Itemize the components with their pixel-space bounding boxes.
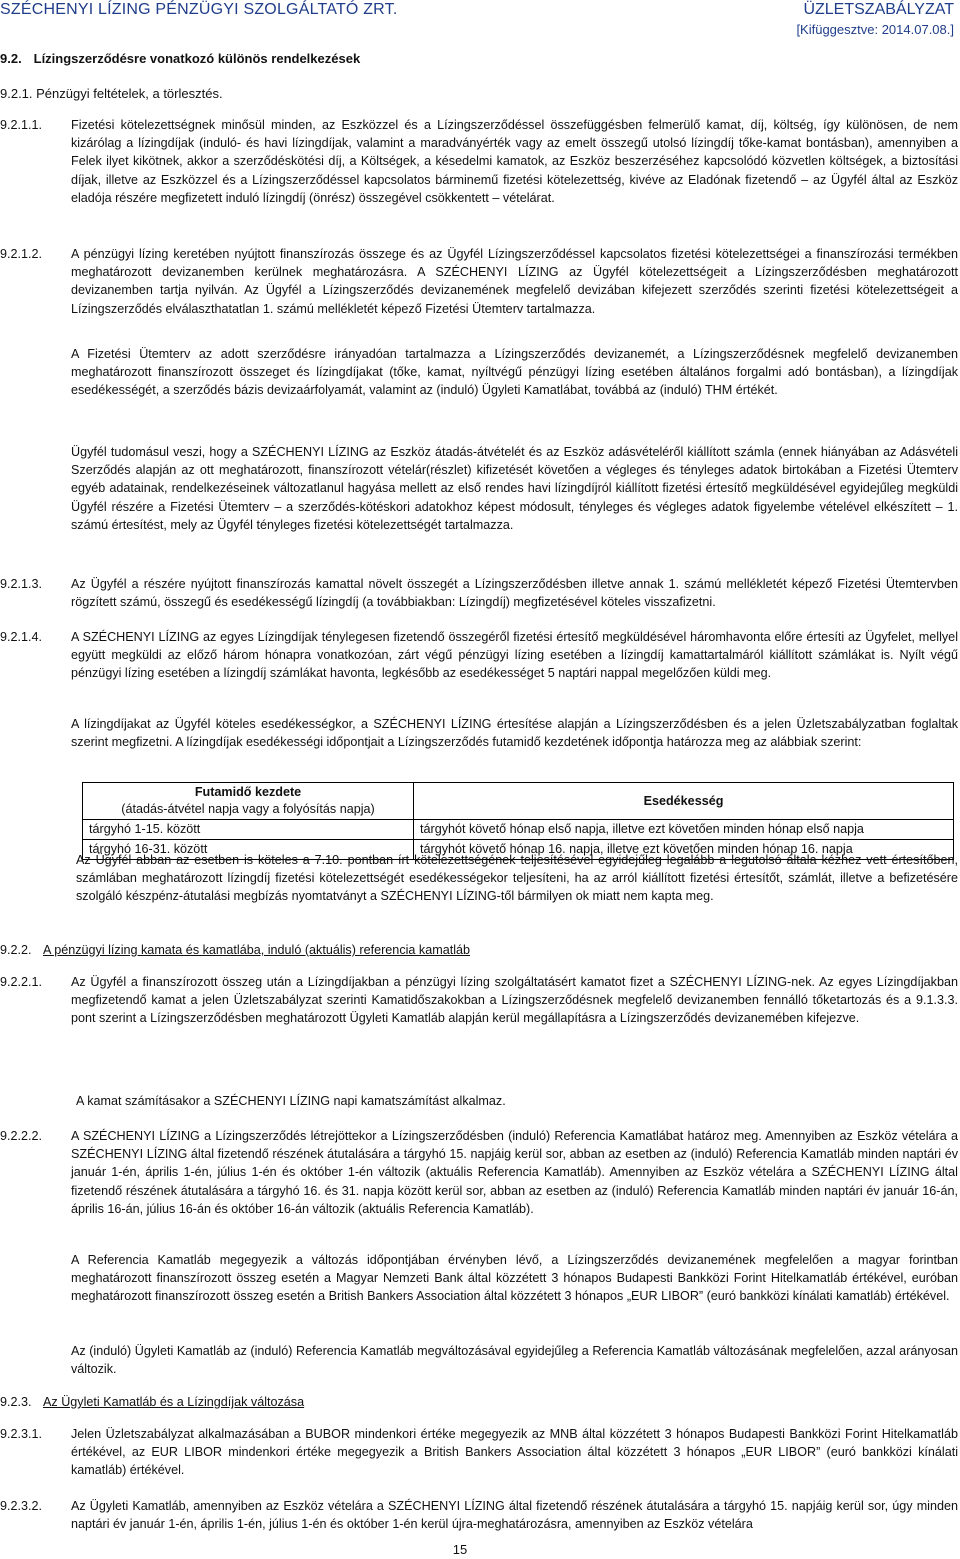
clause-paragraph: A Referencia Kamatláb megegyezik a változás időpontjában érvényben lévő, a Lízingszerződés devizanemének megfelelően a magyar forintban meghatározott finanszírozott összeg esetén a Magyar Nemzeti Bank által közzétett 3 hónapos Budapesti Bankközi Forint Hitelkamatláb értékével, euróban meghatározott finanszírozott összeg esetén a British Bankers Association által közzétett 3 hónapos „EUR LIBOR” (euró bankközi kínálati kamatláb) értékével. <box>71 1253 958 1304</box>
page-number: 15 <box>452 1542 468 1557</box>
clause-number: 9.2.1.1. <box>0 118 43 132</box>
clause-9-2-1-4 <box>0 628 958 683</box>
table-header-cell: Esedékesség <box>414 783 954 820</box>
table-header-row <box>83 783 954 820</box>
clause-number: 9.2.2.1. <box>0 975 43 989</box>
section-heading-9-2-3 <box>0 1393 930 1411</box>
clause-9-2-3-2 <box>0 1497 958 1533</box>
section-heading-9-2-2 <box>0 941 930 959</box>
clause-paragraph: Az (induló) Ügyleti Kamatláb az (induló) Referencia Kamatláb megváltozásával egyidejűleg a Referencia Kamatláb változásának megfelelően, azzal arányosan változik. <box>71 1344 958 1377</box>
clause-9-2-2-1 <box>0 973 958 1028</box>
table-cell: tárgyhó 1-15. között <box>83 820 414 840</box>
clause-text: A SZÉCHENYI LÍZING az egyes Lízingdíjak ténylegesen fizetendő összegéről fizetési értesítő megküldésével háromhavonta előre értesíti az Ügyfelet, mellyel együtt megküldi az előző három hónapra vonatkozóan, zárt végű pénzügyi lízing esetében a lízingdíj kamattartalmáról kiállított számlákat is. Nyílt végű pénzügyi lízing esetében a lízingdíj számlákat havonta, legkésőbb az esedékességet 5 naptári nappal megelőzően küldi meg. <box>71 630 958 681</box>
table-cell: tárgyhó 16-31. között <box>83 840 414 860</box>
clause-9-2-2-2 <box>0 1127 958 1218</box>
clause-text: A pénzügyi lízing keretében nyújtott finanszírozás összege és az Ügyfél Lízingszerződéssel kapcsolatos fizetési kötelezettségei a finanszírozási termékben meghatározott devizanemben kerülnek meghatározásra. A SZÉCHENYI LÍZING az Ügyfél kötelezettségeit a Lízingszerződésben meghatározott devizanemben tartja nyilván. Az Ügyfél a Lízingszerződés devizanemének megfelelő devizában kifejezett szerződés szerinti fizetési kötelezettségeit a Lízingszerződés elválaszthatatlan 1. számú mellékletét képező Fizetési Ütemterv tartalmazza. <box>71 247 958 316</box>
clause-number: 9.2.1.3. <box>0 577 43 591</box>
clause-9-2-1-2 <box>0 245 958 318</box>
clause-9-2-1-1 <box>0 116 958 207</box>
payment-schedule-table <box>82 782 954 860</box>
clause-paragraph: A lízingdíjakat az Ügyfél köteles esedékességkor, a SZÉCHENYI LÍZING értesítése alapján a Lízingszerződésben és a jelen Üzletszabályzatban foglaltak szerint megfizetni. A lízingdíjak esedékességi időpontjait a Lízingszerződés futamidő kezdetének időpontja határozza meg az alábbiak szerint: <box>71 717 958 750</box>
clause-number: 9.2.3.1. <box>0 1427 43 1441</box>
document-header-date: [Kifüggesztve: 2014.07.08.] <box>796 22 954 37</box>
clause-number: 9.2.1.4. <box>0 630 43 644</box>
clause-paragraph: A kamat számításakor a SZÉCHENYI LÍZING napi kamatszámítást alkalmaz. <box>76 1094 506 1108</box>
table-header-cell <box>83 783 414 820</box>
clause-9-2-1-3 <box>0 575 958 611</box>
clause-number: 9.2.3.2. <box>0 1499 43 1513</box>
table-header-label: Futamidő kezdete <box>194 785 302 799</box>
clause-number: 9.2.2.2. <box>0 1129 43 1143</box>
clause-9-2-3-1 <box>0 1425 958 1480</box>
subsection-heading: 9.2.1. Pénzügyi feltételek, a törlesztés. <box>0 86 223 101</box>
clause-text: A SZÉCHENYI LÍZING a Lízingszerződés létrejöttekor a Lízingszerződésben (induló) Referencia Kamatlábat határoz meg. Amennyiben az Eszköz vételára a SZÉCHENYI LÍZING által fizetendő részének átutalására a tárgyhó 15. napjáig kerül sor, abban az esetben az (induló) Referencia Kamatláb minden naptári év január 1-én, április 1-én, július 1-én és október 1-én változik (aktuális Referencia Kamatláb). Amennyiben az Eszköz vételára a SZÉCHENYI LÍZING által fizetendő részének átutalására a tárgyhó 16. és 31. napja között kerül sor, abban az esetben az (induló) Referencia Kamatláb minden naptári év január 16-án, április 16-án, július 16-án és október 16-án változik (aktuális Referencia Kamatláb). <box>71 1129 958 1216</box>
clause-text: Fizetési kötelezettségnek minősül minden, az Eszközzel és a Lízingszerződéssel összefüggésben felmerülő kamat, díj, költség, így különösen, de nem kizárólag a lízingdíjak (induló- és havi lízingdíjak, valamint a maradványérték vagy az emelt összegű utolsó lízingdíj tőke-kamat bontásban), amennyiben a Felek ilyet kikötnek, akkor a szerződéskötési díj, a Költségek, a késedelmi kamatok, az Eszköz beszerzéséhez kapcsolódó közvetlen költségek, a biztosítási díjak, illetve az Eszközzel és a Lízingszerződéssel kapcsolatos bárminemű fizetési kötelezettség, kivéve az Eladónak fizetendő – az Ügyfél által az Eszköz eladója részére megfizetett induló lízingdíj (önrész) összegével csökkentett – vételárat. <box>71 118 958 205</box>
clause-text: Jelen Üzletszabályzat alkalmazásában a BUBOR mindenkori értéke megegyezik az MNB által közzétett 3 hónapos Budapesti Bankközi Forint Hitelkamatláb értékével, az EUR LIBOR mindenkori értéke megegyezik a British Bankers Association által közzétett 3 hónapos „EUR LIBOR” (euró bankközi kínálati kamatláb) értékével. <box>71 1427 958 1478</box>
section-title: Az Ügyleti Kamatláb és a Lízingdíjak változása <box>43 1395 305 1409</box>
clause-text: Az Ügyfél a finanszírozott összeg után a Lízingdíjakban a pénzügyi lízing szolgáltatásért kamatot fizet a SZÉCHENYI LÍZING-nek. Az egyes Lízingdíjakban megfizetendő kamat a jelen Üzletszabályzat szerinti Kamatidőszakokban a Lízingszerződésnek megfelelő devizanemben fennálló tőketartozás és a 9.1.3.3. pont szerint a Lízingszerződésben meghatározott Ügyleti Kamatláb alapján kerül megállapításra a Lízingszerződés devizanemében kifejezve. <box>71 975 958 1026</box>
clause-paragraph: Az Ügyfél abban az esetben is köteles a 7.10. pontban írt kötelezettségének teljesítésével egyidejűleg legalább a legutolsó általa kézhez vett értesítőben, számlában meghatározott lízingdíj fizetési kötelezettségét esedékességekor teljesíteni, ha az arról kiállított fizetési értesítőt, számlát, illetve a befizetésére szolgáló készpénz-átutalási megbízás nyomtatványt a SZÉCHENYI LÍZING-től bármilyen ok miatt nem kapta meg. <box>76 853 958 904</box>
section-number: 9.2. <box>0 51 22 66</box>
section-number: 9.2.3. <box>0 1395 32 1409</box>
section-heading <box>0 51 360 66</box>
clause-paragraph: Ügyfél tudomásul veszi, hogy a SZÉCHENYI LÍZING az Eszköz átadás-átvételét és az Eszköz adásvételéről kiállított számla (ennek hiányában az Adásvételi Szerződés alapján az ott meghatározott, finanszírozott vételár(részlet) kifizetését követően a végleges és tényleges adatok birtokában a Fizetési Ütemterv egyéb adatainak, rendelkezéseinek változatlanul hagyása mellett az első rendes havi lízingdíjról kiállított fizetési értesítő megküldésével egyidejűleg megküldi Ügyfél részére a Fizetési Ütemterv – a szerződés-kötéskori adatokhoz képest módosult, tényleges és végleges adatok figyelembe vételével elkészített – 1. számú értesítést, mely az Ügyfél tényleges fizetési kötelezettségét tartalmazza. <box>71 445 958 532</box>
table-row <box>83 820 954 840</box>
document-header-title: ÜZLETSZABÁLYZAT <box>803 1 954 18</box>
section-title: A pénzügyi lízing kamata és kamatlába, induló (aktuális) referencia kamatláb <box>43 943 471 957</box>
section-number: 9.2.2. <box>0 943 32 957</box>
table-header-sublabel: (átadás-átvétel napja vagy a folyósítás napja) <box>121 802 375 816</box>
document-header-company: SZÉCHENYI LÍZING PÉNZÜGYI SZOLGÁLTATÓ ZRT. <box>0 1 398 18</box>
clause-number: 9.2.1.2. <box>0 247 43 261</box>
clause-text: Az Ügyfél a részére nyújtott finanszírozás kamattal növelt összegét a Lízingszerződésben illetve annak 1. számú mellékletét képező Fizetési Ütemtervben rögzített számú, összegű és esedékességű lízingdíj (a továbbiakban: Lízingdíj) megfizetésével köteles visszafizetni. <box>71 577 958 610</box>
table-cell: tárgyhót követő hónap első napja, illetve ezt követően minden hónap első napja <box>414 820 954 840</box>
section-title: Lízingszerződésre vonatkozó különös rendelkezések <box>33 51 361 66</box>
table-cell: tárgyhót követő hónap 16. napja, illetve ezt követően minden hónap 16. napja <box>414 840 954 860</box>
clause-paragraph: A Fizetési Ütemterv az adott szerződésre irányadóan tartalmazza a Lízingszerződés devizanemét, a Lízingszerződésnek megfelelő devizanemben meghatározott finanszírozott összeget és lízingdíjakat (tőke, kamat, nyíltvégű pénzügyi lízing esetében általános forgalmi adó bontásban), a lízingdíjak esedékességét, a szerződés bázis devizaárfolyamát, valamint az (induló) Ügyleti Kamatlábat, továbbá az (induló) THM értékét. <box>71 347 958 398</box>
clause-text: Az Ügyleti Kamatláb, amennyiben az Eszköz vételára a SZÉCHENYI LÍZING által fizetendő részének átutalására a tárgyhó 15. napjáig kerül sor, úgy minden naptári év január 1-én, április 1-én, július 1-én és október 1-én kerül újra-meghatározásra, amennyiben az Eszköz vételára <box>71 1499 958 1532</box>
